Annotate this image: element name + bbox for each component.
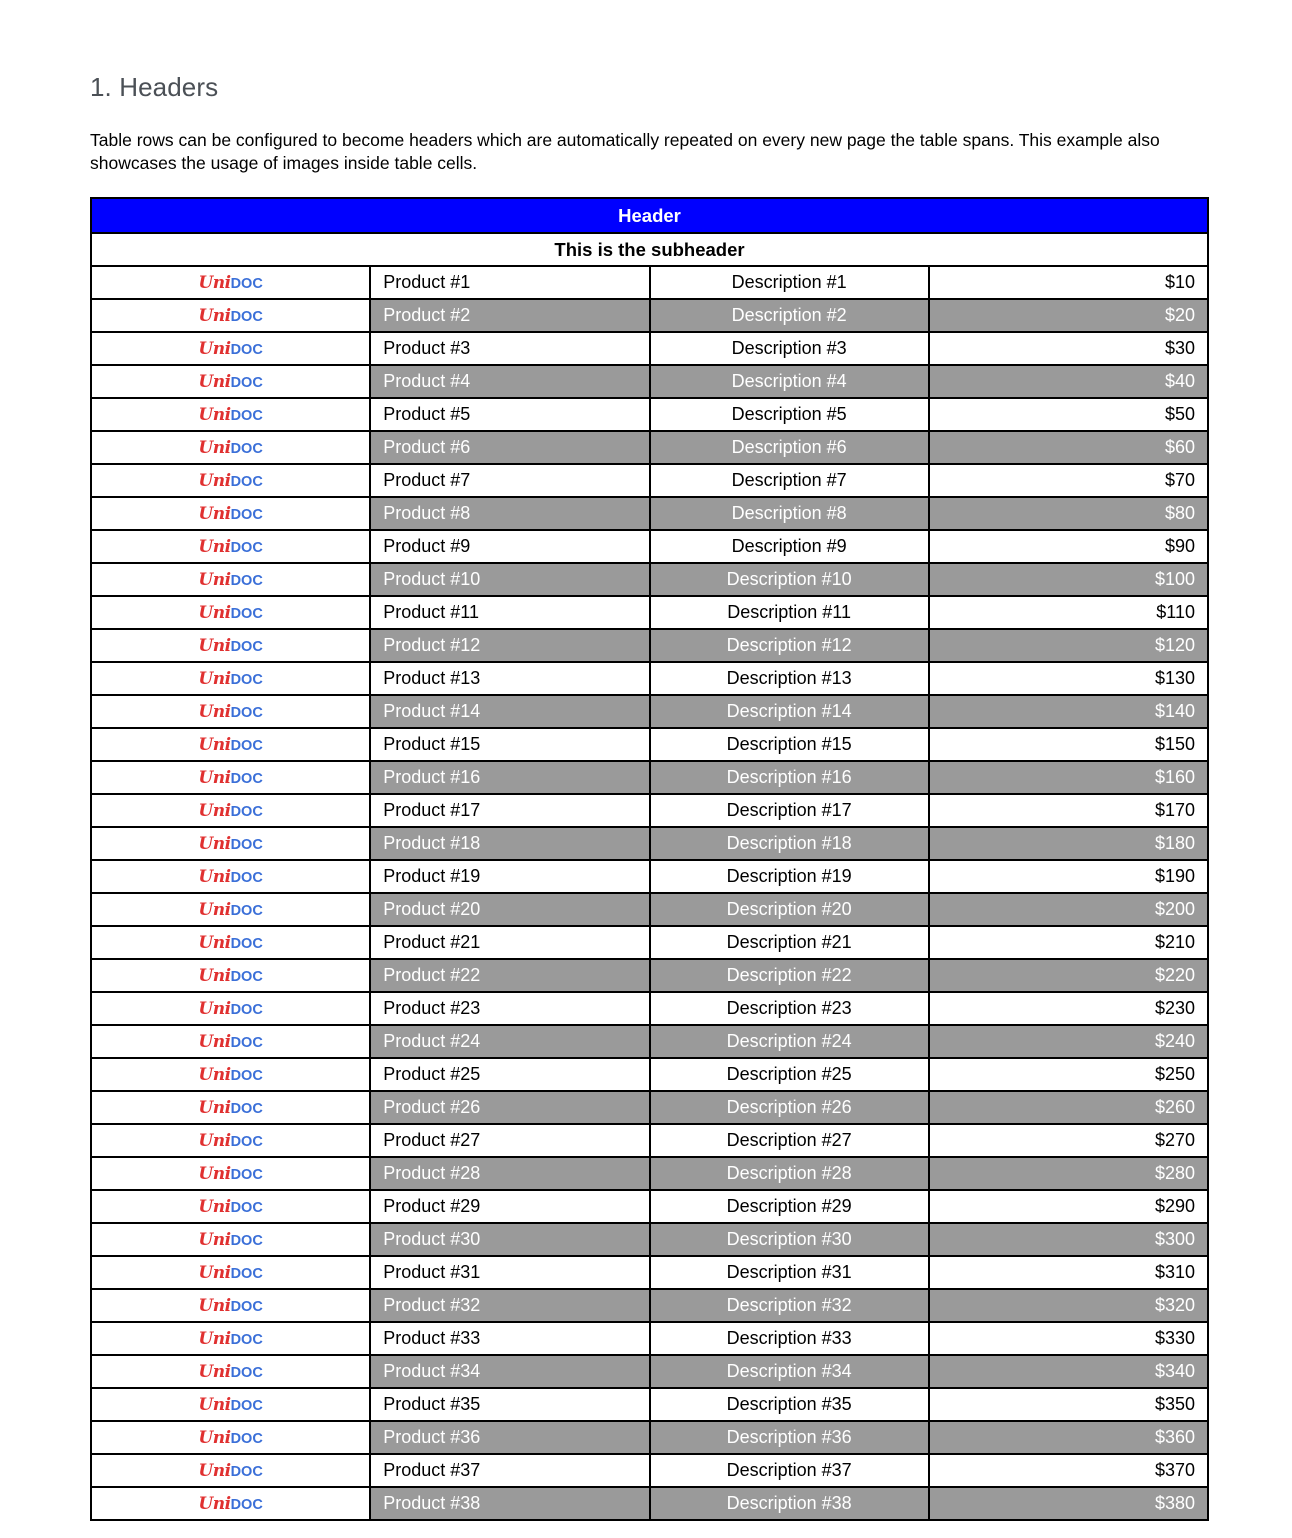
product-description-cell: Description #37 bbox=[650, 1454, 929, 1487]
logo-doc-text: DOC bbox=[230, 342, 263, 358]
logo-doc-text: DOC bbox=[230, 375, 263, 391]
product-name-cell: Product #34 bbox=[370, 1355, 649, 1388]
product-name-cell: Product #12 bbox=[370, 629, 649, 662]
logo-uni-text: Uni bbox=[198, 339, 231, 359]
product-price-cell: $310 bbox=[929, 1256, 1208, 1289]
logo-doc-text: DOC bbox=[230, 1233, 263, 1249]
logo-uni-text: Uni bbox=[198, 438, 231, 458]
unidoc-logo-icon bbox=[91, 1421, 370, 1454]
product-name-cell: Product #22 bbox=[370, 959, 649, 992]
unidoc-logo-icon bbox=[91, 332, 370, 365]
product-description-cell: Description #38 bbox=[650, 1487, 929, 1520]
logo-uni-text: Uni bbox=[198, 570, 231, 590]
logo-doc-text: DOC bbox=[230, 1167, 263, 1183]
unidoc-logo-icon bbox=[91, 629, 370, 662]
table-row bbox=[91, 1487, 1208, 1520]
table-row bbox=[91, 398, 1208, 431]
product-name-cell: Product #32 bbox=[370, 1289, 649, 1322]
product-name-cell: Product #35 bbox=[370, 1388, 649, 1421]
product-price-cell: $300 bbox=[929, 1223, 1208, 1256]
product-price-cell: $330 bbox=[929, 1322, 1208, 1355]
page-content bbox=[90, 0, 1210, 1521]
logo-doc-text: DOC bbox=[230, 408, 263, 424]
unidoc-logo-icon bbox=[91, 695, 370, 728]
unidoc-logo-icon bbox=[91, 497, 370, 530]
product-description-cell: Description #22 bbox=[650, 959, 929, 992]
product-description-cell: Description #18 bbox=[650, 827, 929, 860]
product-price-cell: $50 bbox=[929, 398, 1208, 431]
product-name-cell: Product #23 bbox=[370, 992, 649, 1025]
product-description-cell: Description #12 bbox=[650, 629, 929, 662]
logo-uni-text: Uni bbox=[198, 1362, 231, 1382]
logo-doc-text: DOC bbox=[230, 1332, 263, 1348]
product-price-cell: $150 bbox=[929, 728, 1208, 761]
product-price-cell: $70 bbox=[929, 464, 1208, 497]
product-description-cell: Description #8 bbox=[650, 497, 929, 530]
logo-doc-text: DOC bbox=[230, 1035, 263, 1051]
product-name-cell: Product #8 bbox=[370, 497, 649, 530]
logo-doc-text: DOC bbox=[230, 837, 263, 853]
table-row bbox=[91, 365, 1208, 398]
logo-uni-text: Uni bbox=[198, 636, 231, 656]
product-name-cell: Product #13 bbox=[370, 662, 649, 695]
unidoc-logo-icon bbox=[91, 1355, 370, 1388]
logo-doc-text: DOC bbox=[230, 870, 263, 886]
unidoc-logo-icon bbox=[91, 893, 370, 926]
logo-doc-text: DOC bbox=[230, 1365, 263, 1381]
product-name-cell: Product #6 bbox=[370, 431, 649, 464]
unidoc-logo-icon bbox=[91, 1256, 370, 1289]
product-name-cell: Product #15 bbox=[370, 728, 649, 761]
logo-doc-text: DOC bbox=[230, 1002, 263, 1018]
product-price-cell: $370 bbox=[929, 1454, 1208, 1487]
product-price-cell: $120 bbox=[929, 629, 1208, 662]
table-row bbox=[91, 794, 1208, 827]
logo-uni-text: Uni bbox=[198, 1197, 231, 1217]
table-subheader-row bbox=[91, 233, 1208, 266]
logo-doc-text: DOC bbox=[230, 441, 263, 457]
table-row bbox=[91, 1256, 1208, 1289]
unidoc-logo-icon bbox=[91, 398, 370, 431]
logo-uni-text: Uni bbox=[198, 1395, 231, 1415]
table-row bbox=[91, 992, 1208, 1025]
product-description-cell: Description #15 bbox=[650, 728, 929, 761]
unidoc-logo-icon bbox=[91, 1157, 370, 1190]
logo-uni-text: Uni bbox=[198, 1263, 231, 1283]
logo-uni-text: Uni bbox=[198, 801, 231, 821]
logo-uni-text: Uni bbox=[198, 1164, 231, 1184]
product-price-cell: $220 bbox=[929, 959, 1208, 992]
unidoc-logo-icon bbox=[91, 365, 370, 398]
unidoc-logo-icon bbox=[91, 926, 370, 959]
table-row bbox=[91, 464, 1208, 497]
product-price-cell: $130 bbox=[929, 662, 1208, 695]
product-price-cell: $210 bbox=[929, 926, 1208, 959]
product-name-cell: Product #29 bbox=[370, 1190, 649, 1223]
unidoc-logo-icon bbox=[91, 959, 370, 992]
logo-doc-text: DOC bbox=[230, 705, 263, 721]
unidoc-logo-icon bbox=[91, 662, 370, 695]
product-description-cell: Description #6 bbox=[650, 431, 929, 464]
logo-uni-text: Uni bbox=[198, 1494, 231, 1514]
product-price-cell: $140 bbox=[929, 695, 1208, 728]
product-price-cell: $360 bbox=[929, 1421, 1208, 1454]
product-name-cell: Product #4 bbox=[370, 365, 649, 398]
logo-uni-text: Uni bbox=[198, 1098, 231, 1118]
product-name-cell: Product #36 bbox=[370, 1421, 649, 1454]
logo-doc-text: DOC bbox=[230, 474, 263, 490]
table-row bbox=[91, 1190, 1208, 1223]
unidoc-logo-icon bbox=[91, 1454, 370, 1487]
logo-doc-text: DOC bbox=[230, 309, 263, 325]
product-description-cell: Description #25 bbox=[650, 1058, 929, 1091]
table-row bbox=[91, 299, 1208, 332]
product-description-cell: Description #5 bbox=[650, 398, 929, 431]
product-price-cell: $340 bbox=[929, 1355, 1208, 1388]
logo-doc-text: DOC bbox=[230, 1101, 263, 1117]
product-name-cell: Product #20 bbox=[370, 893, 649, 926]
logo-uni-text: Uni bbox=[198, 933, 231, 953]
product-name-cell: Product #38 bbox=[370, 1487, 649, 1520]
logo-uni-text: Uni bbox=[198, 1065, 231, 1085]
product-price-cell: $230 bbox=[929, 992, 1208, 1025]
unidoc-logo-icon bbox=[91, 464, 370, 497]
unidoc-logo-icon bbox=[91, 1091, 370, 1124]
product-description-cell: Description #31 bbox=[650, 1256, 929, 1289]
product-price-cell: $160 bbox=[929, 761, 1208, 794]
product-description-cell: Description #26 bbox=[650, 1091, 929, 1124]
product-description-cell: Description #34 bbox=[650, 1355, 929, 1388]
unidoc-logo-icon bbox=[91, 1388, 370, 1421]
product-description-cell: Description #30 bbox=[650, 1223, 929, 1256]
product-description-cell: Description #4 bbox=[650, 365, 929, 398]
table-row bbox=[91, 332, 1208, 365]
logo-doc-text: DOC bbox=[230, 903, 263, 919]
table-row bbox=[91, 1025, 1208, 1058]
product-name-cell: Product #10 bbox=[370, 563, 649, 596]
table-row bbox=[91, 695, 1208, 728]
table-row bbox=[91, 827, 1208, 860]
logo-doc-text: DOC bbox=[230, 1266, 263, 1282]
table-row bbox=[91, 431, 1208, 464]
product-description-cell: Description #19 bbox=[650, 860, 929, 893]
product-name-cell: Product #3 bbox=[370, 332, 649, 365]
table-row bbox=[91, 1157, 1208, 1190]
logo-doc-text: DOC bbox=[230, 738, 263, 754]
logo-doc-text: DOC bbox=[230, 606, 263, 622]
product-price-cell: $250 bbox=[929, 1058, 1208, 1091]
logo-uni-text: Uni bbox=[198, 1329, 231, 1349]
logo-uni-text: Uni bbox=[198, 537, 231, 557]
logo-doc-text: DOC bbox=[230, 804, 263, 820]
product-description-cell: Description #10 bbox=[650, 563, 929, 596]
intro-paragraph: Table rows can be configured to become headers which are automatically repeated on every new page the table spans. This example also showcases the usage of images inside table cells. bbox=[90, 130, 1160, 173]
product-price-cell: $270 bbox=[929, 1124, 1208, 1157]
product-name-cell: Product #25 bbox=[370, 1058, 649, 1091]
logo-doc-text: DOC bbox=[230, 276, 263, 292]
logo-uni-text: Uni bbox=[198, 669, 231, 689]
table-row bbox=[91, 1322, 1208, 1355]
product-name-cell: Product #5 bbox=[370, 398, 649, 431]
product-description-cell: Description #35 bbox=[650, 1388, 929, 1421]
product-price-cell: $380 bbox=[929, 1487, 1208, 1520]
product-price-cell: $350 bbox=[929, 1388, 1208, 1421]
product-price-cell: $240 bbox=[929, 1025, 1208, 1058]
product-name-cell: Product #7 bbox=[370, 464, 649, 497]
table-header-label: Header bbox=[91, 198, 1208, 233]
logo-doc-text: DOC bbox=[230, 1200, 263, 1216]
logo-doc-text: DOC bbox=[230, 771, 263, 787]
product-description-cell: Description #14 bbox=[650, 695, 929, 728]
logo-uni-text: Uni bbox=[198, 834, 231, 854]
unidoc-logo-icon bbox=[91, 1058, 370, 1091]
product-price-cell: $40 bbox=[929, 365, 1208, 398]
product-name-cell: Product #1 bbox=[370, 266, 649, 299]
product-description-cell: Description #17 bbox=[650, 794, 929, 827]
product-price-cell: $30 bbox=[929, 332, 1208, 365]
logo-doc-text: DOC bbox=[230, 1299, 263, 1315]
product-price-cell: $60 bbox=[929, 431, 1208, 464]
table-row bbox=[91, 761, 1208, 794]
table-row bbox=[91, 728, 1208, 761]
product-name-cell: Product #21 bbox=[370, 926, 649, 959]
product-description-cell: Description #3 bbox=[650, 332, 929, 365]
unidoc-logo-icon bbox=[91, 761, 370, 794]
product-description-cell: Description #24 bbox=[650, 1025, 929, 1058]
product-price-cell: $110 bbox=[929, 596, 1208, 629]
logo-uni-text: Uni bbox=[198, 900, 231, 920]
table-row bbox=[91, 959, 1208, 992]
unidoc-logo-icon bbox=[91, 530, 370, 563]
product-name-cell: Product #31 bbox=[370, 1256, 649, 1289]
unidoc-logo-icon bbox=[91, 827, 370, 860]
table-row bbox=[91, 662, 1208, 695]
product-name-cell: Product #14 bbox=[370, 695, 649, 728]
logo-uni-text: Uni bbox=[198, 306, 231, 326]
product-name-cell: Product #28 bbox=[370, 1157, 649, 1190]
product-description-cell: Description #16 bbox=[650, 761, 929, 794]
product-name-cell: Product #37 bbox=[370, 1454, 649, 1487]
product-description-cell: Description #27 bbox=[650, 1124, 929, 1157]
logo-uni-text: Uni bbox=[198, 603, 231, 623]
table-row bbox=[91, 1388, 1208, 1421]
unidoc-logo-icon bbox=[91, 266, 370, 299]
logo-doc-text: DOC bbox=[230, 507, 263, 523]
product-name-cell: Product #17 bbox=[370, 794, 649, 827]
product-description-cell: Description #13 bbox=[650, 662, 929, 695]
logo-doc-text: DOC bbox=[230, 936, 263, 952]
unidoc-logo-icon bbox=[91, 1289, 370, 1322]
table-row bbox=[91, 1091, 1208, 1124]
logo-uni-text: Uni bbox=[198, 372, 231, 392]
product-description-cell: Description #9 bbox=[650, 530, 929, 563]
logo-uni-text: Uni bbox=[198, 405, 231, 425]
table-row bbox=[91, 1355, 1208, 1388]
logo-uni-text: Uni bbox=[198, 1428, 231, 1448]
logo-uni-text: Uni bbox=[198, 273, 231, 293]
products-table bbox=[90, 197, 1209, 1521]
product-description-cell: Description #36 bbox=[650, 1421, 929, 1454]
product-price-cell: $20 bbox=[929, 299, 1208, 332]
product-name-cell: Product #2 bbox=[370, 299, 649, 332]
table-row bbox=[91, 530, 1208, 563]
product-price-cell: $320 bbox=[929, 1289, 1208, 1322]
table-row bbox=[91, 596, 1208, 629]
logo-uni-text: Uni bbox=[198, 735, 231, 755]
product-name-cell: Product #11 bbox=[370, 596, 649, 629]
unidoc-logo-icon bbox=[91, 1322, 370, 1355]
logo-doc-text: DOC bbox=[230, 1464, 263, 1480]
logo-uni-text: Uni bbox=[198, 702, 231, 722]
product-price-cell: $190 bbox=[929, 860, 1208, 893]
unidoc-logo-icon bbox=[91, 1124, 370, 1157]
product-description-cell: Description #20 bbox=[650, 893, 929, 926]
logo-doc-text: DOC bbox=[230, 540, 263, 556]
unidoc-logo-icon bbox=[91, 728, 370, 761]
product-description-cell: Description #11 bbox=[650, 596, 929, 629]
unidoc-logo-icon bbox=[91, 860, 370, 893]
product-name-cell: Product #33 bbox=[370, 1322, 649, 1355]
logo-uni-text: Uni bbox=[198, 1032, 231, 1052]
logo-doc-text: DOC bbox=[230, 639, 263, 655]
product-name-cell: Product #27 bbox=[370, 1124, 649, 1157]
logo-uni-text: Uni bbox=[198, 867, 231, 887]
products-table-body bbox=[91, 198, 1208, 1520]
table-row bbox=[91, 1289, 1208, 1322]
logo-doc-text: DOC bbox=[230, 969, 263, 985]
unidoc-logo-icon bbox=[91, 1025, 370, 1058]
unidoc-logo-icon bbox=[91, 992, 370, 1025]
product-price-cell: $260 bbox=[929, 1091, 1208, 1124]
logo-uni-text: Uni bbox=[198, 768, 231, 788]
logo-uni-text: Uni bbox=[198, 1461, 231, 1481]
product-description-cell: Description #32 bbox=[650, 1289, 929, 1322]
product-name-cell: Product #18 bbox=[370, 827, 649, 860]
unidoc-logo-icon bbox=[91, 431, 370, 464]
product-description-cell: Description #23 bbox=[650, 992, 929, 1025]
product-price-cell: $10 bbox=[929, 266, 1208, 299]
unidoc-logo-icon bbox=[91, 1487, 370, 1520]
product-name-cell: Product #26 bbox=[370, 1091, 649, 1124]
logo-uni-text: Uni bbox=[198, 966, 231, 986]
logo-uni-text: Uni bbox=[198, 999, 231, 1019]
unidoc-logo-icon bbox=[91, 596, 370, 629]
table-row bbox=[91, 497, 1208, 530]
logo-uni-text: Uni bbox=[198, 504, 231, 524]
product-description-cell: Description #7 bbox=[650, 464, 929, 497]
table-row bbox=[91, 1124, 1208, 1157]
product-name-cell: Product #16 bbox=[370, 761, 649, 794]
unidoc-logo-icon bbox=[91, 563, 370, 596]
product-name-cell: Product #19 bbox=[370, 860, 649, 893]
product-description-cell: Description #1 bbox=[650, 266, 929, 299]
table-row bbox=[91, 563, 1208, 596]
product-price-cell: $280 bbox=[929, 1157, 1208, 1190]
product-price-cell: $180 bbox=[929, 827, 1208, 860]
logo-uni-text: Uni bbox=[198, 1131, 231, 1151]
table-row bbox=[91, 1058, 1208, 1091]
table-row bbox=[91, 266, 1208, 299]
product-description-cell: Description #2 bbox=[650, 299, 929, 332]
logo-doc-text: DOC bbox=[230, 1068, 263, 1084]
product-description-cell: Description #28 bbox=[650, 1157, 929, 1190]
logo-doc-text: DOC bbox=[230, 1398, 263, 1414]
logo-uni-text: Uni bbox=[198, 471, 231, 491]
logo-doc-text: DOC bbox=[230, 1431, 263, 1447]
table-row bbox=[91, 1454, 1208, 1487]
product-price-cell: $200 bbox=[929, 893, 1208, 926]
product-name-cell: Product #30 bbox=[370, 1223, 649, 1256]
logo-doc-text: DOC bbox=[230, 573, 263, 589]
product-name-cell: Product #24 bbox=[370, 1025, 649, 1058]
logo-doc-text: DOC bbox=[230, 1497, 263, 1513]
logo-doc-text: DOC bbox=[230, 1134, 263, 1150]
product-description-cell: Description #29 bbox=[650, 1190, 929, 1223]
page-title: 1. Headers bbox=[90, 72, 219, 102]
product-price-cell: $100 bbox=[929, 563, 1208, 596]
logo-uni-text: Uni bbox=[198, 1230, 231, 1250]
table-row bbox=[91, 926, 1208, 959]
unidoc-logo-icon bbox=[91, 1223, 370, 1256]
table-row bbox=[91, 893, 1208, 926]
unidoc-logo-icon bbox=[91, 794, 370, 827]
product-price-cell: $80 bbox=[929, 497, 1208, 530]
product-price-cell: $290 bbox=[929, 1190, 1208, 1223]
table-subheader-label: This is the subheader bbox=[91, 233, 1208, 266]
table-row bbox=[91, 1223, 1208, 1256]
product-description-cell: Description #33 bbox=[650, 1322, 929, 1355]
table-row bbox=[91, 860, 1208, 893]
logo-doc-text: DOC bbox=[230, 672, 263, 688]
table-row bbox=[91, 629, 1208, 662]
product-price-cell: $170 bbox=[929, 794, 1208, 827]
product-description-cell: Description #21 bbox=[650, 926, 929, 959]
table-header-row bbox=[91, 198, 1208, 233]
logo-uni-text: Uni bbox=[198, 1296, 231, 1316]
product-price-cell: $90 bbox=[929, 530, 1208, 563]
unidoc-logo-icon bbox=[91, 1190, 370, 1223]
table-row bbox=[91, 1421, 1208, 1454]
product-name-cell: Product #9 bbox=[370, 530, 649, 563]
unidoc-logo-icon bbox=[91, 299, 370, 332]
